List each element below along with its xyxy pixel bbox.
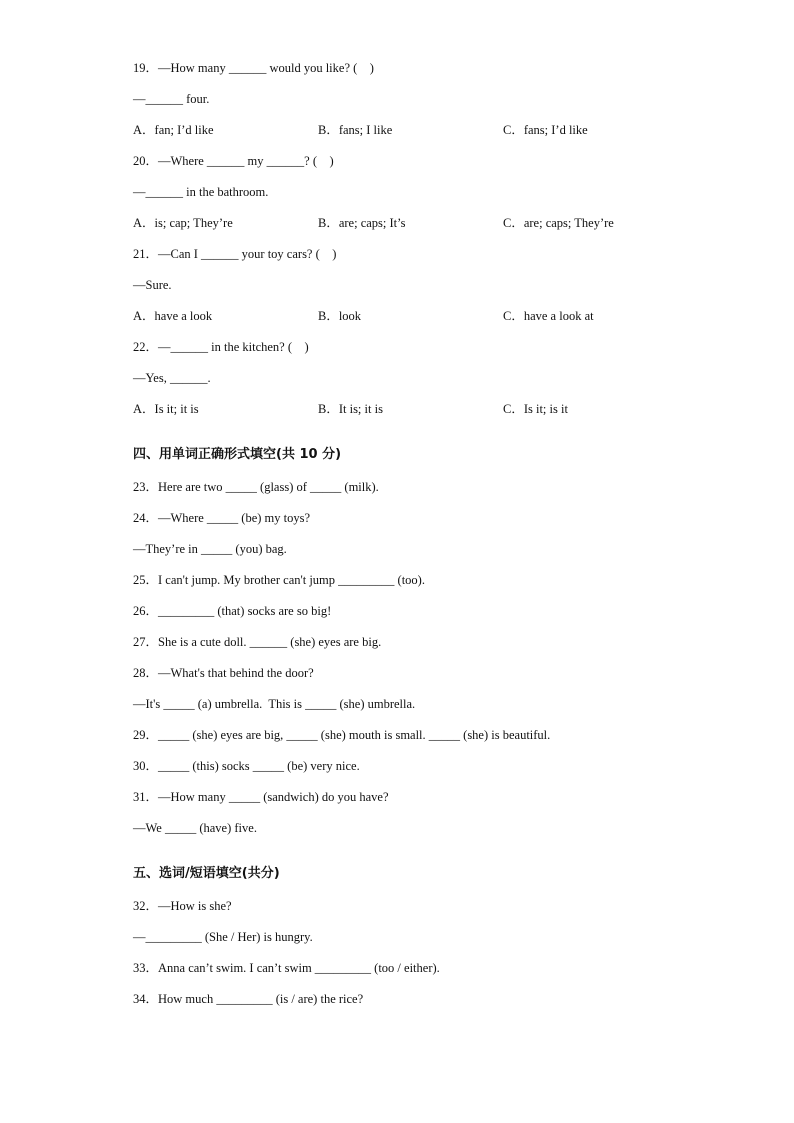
answer-line-22: —Yes, ______. [133,371,211,385]
question-28: 28．—What's that behind the door? [133,666,314,680]
section-4-heading: 四、用单词正确形式填空(共 10 分) [133,447,342,462]
question-24: 24．—Where _____ (be) my toys? [133,511,311,525]
question-26: 26．_________ (that) socks are so big! [133,604,332,618]
section-5-heading: 五、选词/短语填空(共分) [133,866,280,881]
question-19: 19．—How many ______ would you like? ( ) [133,61,374,75]
options-20 [133,215,733,231]
option-c: C．have a look at [503,309,594,323]
question-25: 25．I can't jump. My brother can't jump _________ (too). [133,573,425,587]
question-32: 32．—How is she? [133,899,232,913]
option-c: C．Is it; is it [503,402,568,416]
question-31: 31．—How many _____ (sandwich) do you have? [133,790,389,804]
option-b: B．It is; it is [318,402,383,416]
answer-line-31: —We _____ (have) five. [133,821,257,835]
option-b: B．are; caps; It’s [318,216,406,230]
question-27: 27．She is a cute doll. ______ (she) eyes are big. [133,635,382,649]
question-23: 23．Here are two _____ (glass) of _____ (milk). [133,480,379,494]
question-33: 33．Anna can’t swim. I can’t swim _________ (too / either). [133,961,440,975]
option-b: B．fans; I like [318,123,393,137]
answer-line-19: —______ four. [133,92,210,106]
question-21: 21．—Can I ______ your toy cars? ( ) [133,247,337,261]
option-a: A．have a look [133,309,213,323]
question-29: 29．_____ (she) eyes are big, _____ (she) mouth is small. _____ (she) is beautiful. [133,728,551,742]
option-b: B．look [318,309,362,323]
question-22: 22．—______ in the kitchen? ( ) [133,340,309,354]
option-a: A．Is it; it is [133,402,199,416]
question-30: 30．_____ (this) socks _____ (be) very nice. [133,759,360,773]
answer-line-28: —It's _____ (a) umbrella. This is _____ (she) umbrella. [133,697,416,711]
option-a: A．is; cap; They’re [133,216,233,230]
option-c: C．are; caps; They’re [503,216,614,230]
question-20: 20．—Where ______ my ______? ( ) [133,154,334,168]
options-22 [133,401,733,417]
worksheet-page [133,60,733,1022]
option-a: A．fan; I’d like [133,123,214,137]
question-34: 34．How much _________ (is / are) the rice? [133,992,364,1006]
answer-line-24: —They’re in _____ (you) bag. [133,542,287,556]
answer-line-21: —Sure. [133,278,172,292]
answer-line-20: —______ in the bathroom. [133,185,269,199]
option-c: C．fans; I’d like [503,123,588,137]
answer-line-32: —_________ (She / Her) is hungry. [133,930,313,944]
options-19 [133,122,733,138]
options-21 [133,308,733,324]
